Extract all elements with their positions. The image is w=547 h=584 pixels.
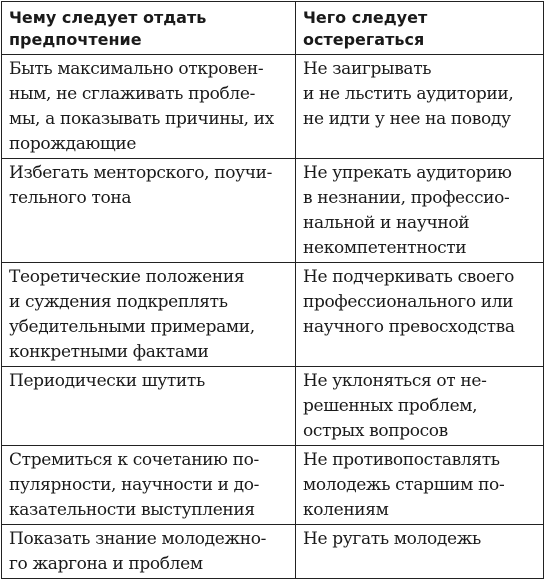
table-header-row — [2, 2, 544, 55]
table-row — [2, 159, 544, 263]
cell-prefer-text: Теоретические положения и суждения подкреплять убедительными примерами, конкретными фактами — [9, 267, 255, 362]
cell-avoid-text: Не ругать молодежь — [303, 529, 481, 549]
cell-prefer — [2, 159, 296, 263]
cell-avoid — [296, 446, 544, 525]
cell-prefer — [2, 55, 296, 159]
header-prefer — [2, 2, 296, 55]
cell-avoid-text: Не заигрывать и не льстить аудитории, не идти у нее на поводу — [303, 59, 514, 129]
header-avoid-label: Чего следует остерегаться — [303, 8, 428, 49]
cell-prefer — [2, 263, 296, 367]
table-row — [2, 367, 544, 446]
cell-avoid-text: Не противопоставлять молодежь старшим по- колениям — [303, 450, 505, 520]
cell-prefer-text: Избегать менторского, поучи- тельного тона — [9, 163, 273, 208]
cell-avoid-text: Не уклоняться от не- решенных проблем, острых вопросов — [303, 371, 487, 441]
cell-avoid — [296, 159, 544, 263]
cell-prefer — [2, 446, 296, 525]
header-prefer-label: Чему следует отдать предпочтение — [9, 8, 207, 49]
cell-prefer — [2, 525, 296, 579]
table-row — [2, 525, 544, 579]
cell-prefer-text: Быть максимально откровен- ным, не сглаживать пробле- мы, а показывать причины, их порождающие — [9, 59, 274, 154]
cell-avoid-text: Не упрекать аудиторию в незнании, профессио- нальной и научной некомпетентности — [303, 163, 512, 258]
cell-avoid — [296, 55, 544, 159]
cell-avoid — [296, 263, 544, 367]
cell-prefer-text: Показать знание молодежно- го жаргона и проблем — [9, 529, 267, 574]
cell-avoid — [296, 367, 544, 446]
table-row — [2, 263, 544, 367]
cell-avoid-text: Не подчеркивать своего профессионального или научного превосходства — [303, 267, 515, 337]
table-row — [2, 55, 544, 159]
table-row — [2, 446, 544, 525]
cell-prefer-text: Стремиться к сочетанию по- пулярности, научности и до- казательности выступления — [9, 450, 260, 520]
header-avoid — [296, 2, 544, 55]
advice-table — [1, 1, 544, 579]
cell-avoid — [296, 525, 544, 579]
cell-prefer-text: Периодически шутить — [9, 371, 205, 391]
cell-prefer — [2, 367, 296, 446]
